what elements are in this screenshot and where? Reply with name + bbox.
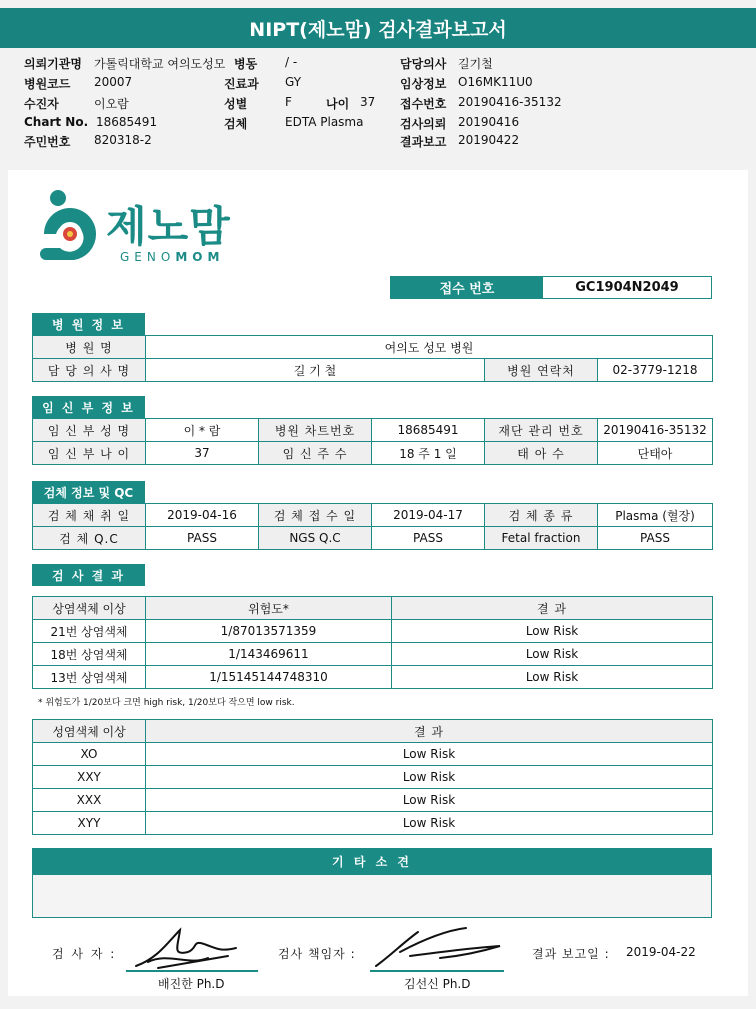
dept-value: GY xyxy=(285,75,302,89)
table-row xyxy=(33,743,713,766)
doctor-value: 길기철 xyxy=(458,57,493,71)
report-value: 20190422 xyxy=(458,133,520,147)
collect-date-value: 2019-04-16 xyxy=(146,504,259,527)
patient-label: 수진자 xyxy=(24,97,59,111)
table-row xyxy=(33,789,713,812)
clinical-value: O16MK11U0 xyxy=(458,75,533,89)
sex-chrom-name: XYY xyxy=(33,812,146,835)
sex-label: 성별 xyxy=(224,97,248,111)
autosome-result: Low Risk xyxy=(392,666,713,689)
report-title: NIPT(제노맘) 검사결과보고서 xyxy=(0,8,756,48)
hospital-code-label: 병원코드 xyxy=(24,77,71,91)
table-row xyxy=(33,359,713,382)
table-row xyxy=(33,527,713,550)
request-value: 20190416 xyxy=(458,115,520,129)
hospital-doctor-value: 길 기 철 xyxy=(146,359,485,382)
result-header: 결 과 xyxy=(392,597,713,620)
age-value: 37 xyxy=(360,95,376,109)
tester-name: 배진한 Ph.D xyxy=(158,977,225,991)
ngs-qc-label: NGS Q.C xyxy=(259,527,372,550)
report-date-label: 결과 보고일 : xyxy=(532,947,610,961)
sex-chrom-result: Low Risk xyxy=(146,766,713,789)
other-findings-heading: 기 타 소 견 xyxy=(32,848,712,874)
pregnant-fetus-label: 태 아 수 xyxy=(485,442,598,465)
table-row xyxy=(33,504,713,527)
receipt-number-label: 접수 번호 xyxy=(391,277,543,298)
chart-label: Chart No. xyxy=(24,115,89,129)
collect-date-label: 검 체 채 취 일 xyxy=(33,504,146,527)
logo-subtitle xyxy=(120,250,224,264)
chart-value: 18685491 xyxy=(96,115,158,129)
genomom-logo-icon xyxy=(34,188,106,266)
receipt-label: 접수번호 xyxy=(400,97,447,111)
sex-value: F xyxy=(285,95,292,109)
hospital-contact-value: 02-3779-1218 xyxy=(598,359,713,382)
specimen-section-heading: 검체 정보 및 QC xyxy=(32,481,145,503)
specimen-qc-label: 검 체 Q.C xyxy=(33,527,146,550)
autosome-risk: 1/87013571359 xyxy=(146,620,392,643)
report-page xyxy=(8,170,748,996)
logo-brand: 제노맘 xyxy=(106,202,231,251)
hospital-code-value: 20007 xyxy=(94,75,133,89)
hospital-contact-label: 병원 연락처 xyxy=(485,359,598,382)
rrn-label: 주민번호 xyxy=(24,135,71,149)
pregnant-chart-label: 병원 차트번호 xyxy=(259,419,372,442)
pregnant-mgmt-value: 20190416-35132 xyxy=(598,419,713,442)
table-row xyxy=(33,812,713,835)
table-row xyxy=(33,643,713,666)
autosome-results-table xyxy=(32,596,713,689)
pregnant-weeks-value: 18 주 1 일 xyxy=(372,442,485,465)
report-label: 결과보고 xyxy=(400,135,447,149)
patient-value: 이오람 xyxy=(94,97,129,111)
table-row xyxy=(33,442,713,465)
tester-label: 검 사 자 : xyxy=(52,947,117,961)
sex-chrom-result: Low Risk xyxy=(146,789,713,812)
pregnant-name-label: 임 신 부 성 명 xyxy=(33,419,146,442)
risk-header: 위험도* xyxy=(146,597,392,620)
specimen-type-value: Plasma (혈장) xyxy=(598,504,713,527)
tester-sign-line xyxy=(126,970,258,972)
fetal-fraction-label: Fetal fraction xyxy=(485,527,598,550)
sex-chrom-header: 성염색체 이상 xyxy=(33,720,146,743)
pregnant-name-value: 이 * 람 xyxy=(146,419,259,442)
clinical-label: 임상정보 xyxy=(400,77,447,91)
tester-signature xyxy=(128,922,248,972)
pregnant-info-table xyxy=(32,418,713,465)
specimen-info-table xyxy=(32,503,713,550)
pregnant-mgmt-label: 재단 관리 번호 xyxy=(485,419,598,442)
dept-label: 진료과 xyxy=(224,77,259,91)
sex-chrom-name: XO xyxy=(33,743,146,766)
logo-sub-a: GENO xyxy=(120,250,176,264)
autosome-result: Low Risk xyxy=(392,643,713,666)
autosome-name: 13번 상염색체 xyxy=(33,666,146,689)
receipt-value: 20190416-35132 xyxy=(458,95,562,109)
other-findings-box xyxy=(32,874,712,918)
hospital-doctor-label: 담 당 의 사 명 xyxy=(33,359,146,382)
institution-label: 의뢰기관명 xyxy=(24,57,82,71)
sex-chrom-name: XXX xyxy=(33,789,146,812)
ward-value: / - xyxy=(285,55,298,69)
pregnant-weeks-label: 임 신 주 수 xyxy=(259,442,372,465)
autosome-risk: 1/15145144748310 xyxy=(146,666,392,689)
risk-note: * 위험도가 1/20보다 크면 high risk, 1/20보다 작으면 low risk. xyxy=(38,698,295,708)
autosome-risk: 1/143469611 xyxy=(146,643,392,666)
hospital-name-value: 여의도 성모 병원 xyxy=(146,336,713,359)
autosome-name: 18번 상염색체 xyxy=(33,643,146,666)
specimen-value: EDTA Plasma xyxy=(285,115,364,129)
pregnant-chart-value: 18685491 xyxy=(372,419,485,442)
sex-chromosome-table xyxy=(32,719,713,835)
ngs-qc-value: PASS xyxy=(372,527,485,550)
chief-label: 검사 책임자 : xyxy=(278,947,356,961)
hospital-section-heading: 병 원 정 보 xyxy=(32,313,145,335)
results-section-heading: 검 사 결 과 xyxy=(32,564,145,586)
hospital-name-label: 병 원 명 xyxy=(33,336,146,359)
institution-value: 가톨릭대학교 여의도성모 xyxy=(94,57,226,71)
table-header-row xyxy=(33,597,713,620)
pregnant-age-value: 37 xyxy=(146,442,259,465)
sex-chrom-result-header: 결 과 xyxy=(146,720,713,743)
receipt-number-value: GC1904N2049 xyxy=(575,280,679,295)
autosome-result: Low Risk xyxy=(392,620,713,643)
age-label: 나이 xyxy=(326,97,350,111)
autosome-name: 21번 상염색체 xyxy=(33,620,146,643)
table-row xyxy=(33,666,713,689)
sex-chrom-result: Low Risk xyxy=(146,812,713,835)
report-date-value: 2019-04-22 xyxy=(626,945,696,959)
doctor-label: 담당의사 xyxy=(400,57,447,71)
chief-sign-line xyxy=(370,970,504,972)
specimen-qc-value: PASS xyxy=(146,527,259,550)
autosome-header: 상염색체 이상 xyxy=(33,597,146,620)
specimen-label: 검체 xyxy=(224,117,248,131)
genomom-logo xyxy=(34,188,264,268)
receive-date-label: 검 체 접 수 일 xyxy=(259,504,372,527)
table-row xyxy=(33,419,713,442)
pregnant-age-label: 임 신 부 나 이 xyxy=(33,442,146,465)
receive-date-value: 2019-04-17 xyxy=(372,504,485,527)
sex-chrom-name: XXY xyxy=(33,766,146,789)
table-header-row xyxy=(33,720,713,743)
sex-chrom-result: Low Risk xyxy=(146,743,713,766)
chief-signature xyxy=(370,922,510,972)
specimen-type-label: 검 체 종 류 xyxy=(485,504,598,527)
receipt-number-box xyxy=(390,276,712,299)
request-info xyxy=(0,55,756,155)
request-label: 검사의뢰 xyxy=(400,117,447,131)
table-row xyxy=(33,620,713,643)
pregnant-fetus-value: 단태아 xyxy=(598,442,713,465)
fetal-fraction-value: PASS xyxy=(598,527,713,550)
chief-name: 김선신 Ph.D xyxy=(404,977,471,991)
pregnant-section-heading: 임 신 부 정 보 xyxy=(32,396,145,418)
ward-label: 병동 xyxy=(234,57,258,71)
table-row xyxy=(33,336,713,359)
logo-sub-b: MOM xyxy=(175,250,225,264)
hospital-info-table xyxy=(32,335,713,382)
rrn-value: 820318-2 xyxy=(94,133,152,147)
table-row xyxy=(33,766,713,789)
